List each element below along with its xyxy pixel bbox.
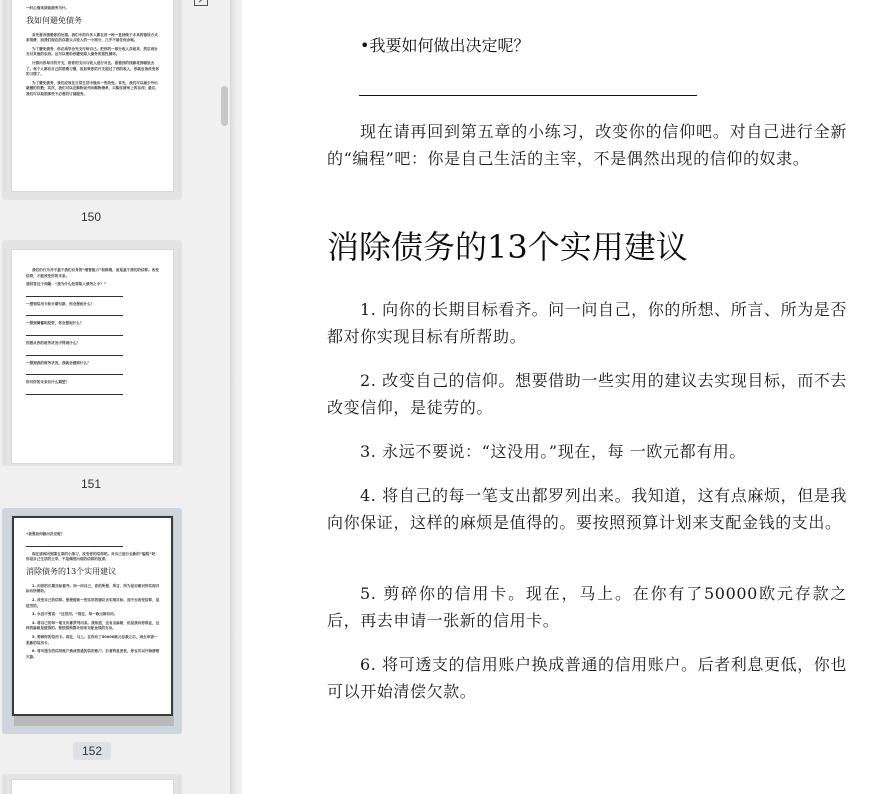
thumbnail-page-number: 150	[80, 210, 102, 224]
thumbnail-heading: 消除债务的13个实用建议	[26, 566, 117, 576]
thumbnail-text: 现在请再回到第五章的小练习，改变你的信仰吧。对自己进行全新的“编程”吧：你是自己生活的主宰，不是偶然出现的信仰的奴隶。	[26, 551, 159, 562]
answer-line	[26, 541, 123, 547]
thumbnail-text: 计算出你每月的开支，将你的支出与收入进行对比。看看你的钱都花到哪里去了。每个人都有自己的消费习惯，但如果你的开支超过了你的收入，你就应该改变你的习惯了。	[26, 60, 159, 77]
thumbnail-question: 一想到我的财务状况，我就会感到什么？	[26, 360, 91, 365]
thumbnail-text: 4. 将自己的每一笔支出都罗列出来。我知道，这有点麻烦，但是我向你保证，这样的麻烦是值得的。要按照预算计划来支配金钱的支出。	[26, 620, 160, 631]
thumbnail-question: 你想从你的财务状况中得到什么？	[26, 340, 80, 345]
suggestion-item-5: 5. 剪碎你的信用卡。现在，马上。在你有了50000欧元存款之后，再去申请一张新的信用卡。	[327, 584, 847, 630]
answer-line	[26, 369, 123, 375]
answer-line	[26, 389, 123, 395]
thumbnail-text: 6. 将可透支的信用账户换成普通的信用账户。后者利息更低，你也可以开始清偿欠款。	[26, 649, 160, 659]
thumbnail-card-151[interactable]	[2, 240, 182, 466]
intro-paragraph: 现在请再回到第五章的小练习，改变你的信仰吧。对自己进行全新的“编程”吧：你是自己生活的主宰，不是偶然出现的信仰的奴隶。	[327, 122, 847, 168]
thumbnail-question: 你对你的未来有什么期望？	[26, 380, 70, 385]
answer-line	[359, 95, 697, 96]
suggestion-item-3: 3. 永远不要说：“这没用。”现在，每 一欧元都有用。	[360, 442, 746, 461]
thumbnail-card-152[interactable]	[2, 508, 182, 734]
thumbnail-text: 1. 向你的长期目标看齐。问一问自己，你的所想、所言、所为是否都对你实现目标有所帮助。	[26, 583, 160, 594]
answer-line	[26, 330, 123, 336]
thumbnail-card-next[interactable]	[2, 774, 182, 794]
document-page	[243, 0, 890, 794]
thumbnail-page-150[interactable]	[12, 0, 173, 191]
answer-line	[26, 291, 123, 297]
thumbnail-text: 我们仍行为并不基于我们自身的“理智能力”和推理，而是基于我们的信仰。改变信仰，才能改变你的未来。	[26, 268, 159, 278]
thumbnail-text: 5. 剪碎你的信用卡。现在，马上。在你有了50000欧元存款之后，再去申请一张新的信用卡。	[26, 634, 158, 645]
thumbnail-page-number-active: 152	[73, 742, 111, 760]
thumbnail-heading: 我如何避免债务	[26, 15, 82, 25]
thumbnail-question: 一想到储蓄和投资，你会想起什么？	[26, 321, 84, 326]
suggestion-item-2: 2. 改变自己的信仰。想要借助一些实用的建议去实现目标，而不去改变信仰，是徒劳的。	[327, 371, 847, 417]
thumbnail-question: 请回答这个问题：“我为什么经常陷入债务之中？”	[26, 282, 107, 287]
suggestion-item-1: 1. 向你的长期目标看齐。问一问自己，你的所想、所言、所为是否都对你实现目标有所帮助。	[327, 300, 847, 346]
thumbnail-text: 为了避免债务，你必须学会先支付给自己。把你的一部分收入存起来，然后再去支付其他的东西。这可以帮助你避免陷入债务的恶性循环。	[26, 46, 158, 57]
thumbnail-content	[26, 268, 161, 400]
fit-page-icon[interactable]	[194, 0, 208, 6]
thumbnail-card-150[interactable]	[2, 0, 182, 200]
question-line: •我要如何做出决定呢？	[360, 36, 530, 55]
suggestion-item-4: 4. 将自己的每一笔支出都罗列出来。我知道，这有点麻烦，但是我向你保证，这样的麻烦是值得的。要按照预算计划来支配金钱的支出。	[327, 486, 847, 532]
thumbnail-shadow	[14, 716, 174, 726]
thumbnail-text: 一时心情来获取债务为什。	[26, 6, 70, 10]
thumbnail-text: 2. 改变自己的信仰。想要借助一些实用的建议去实现目标，而不去改变信仰，是徒劳的。	[26, 597, 160, 608]
thumbnail-page-152[interactable]	[12, 516, 173, 716]
panel-divider[interactable]	[230, 0, 242, 794]
thumbnail-text: 为了避免债务，我们应该在日常生活中做出一些改变。首先，我们可以减少外出就餐的次数；其次，我们可以在购物前列出购物清单，只购买清单上的东西；最后，我们可以取消那些不必要的订阅服务。	[26, 80, 159, 96]
thumbnail-text: •我要如何做出决定呢？	[26, 532, 65, 536]
thumbnail-question: 一想到信用卡和分期付款，你会想起什么？	[26, 301, 95, 306]
answer-line	[26, 310, 123, 316]
section-title: 消除债务的13个实用建议	[327, 228, 688, 266]
thumbnail-text: 首先要弄清楚你的处境。我们中的许多人都在用一种一直持续于未来的错误方式来消费，而我们现在的存款只占收入的一小部分，几乎不留任何余地。	[26, 32, 158, 43]
sidebar-scrollbar-thumb[interactable]	[221, 86, 228, 126]
thumbnail-sidebar	[0, 0, 230, 794]
thumbnail-page-151[interactable]	[12, 250, 173, 463]
thumbnail-text: 3. 永远不要说：“这没用。”现在，每一欧元都有用。	[32, 612, 118, 617]
thumbnail-page-next[interactable]	[12, 780, 173, 794]
thumbnail-content	[26, 6, 161, 101]
answer-line	[26, 350, 123, 356]
thumbnail-page-number: 151	[80, 477, 102, 491]
suggestion-item-6: 6. 将可透支的信用账户换成普通的信用账户。后者利息更低，你也可以开始清偿欠款。	[327, 655, 847, 701]
thumbnail-content	[26, 532, 161, 663]
